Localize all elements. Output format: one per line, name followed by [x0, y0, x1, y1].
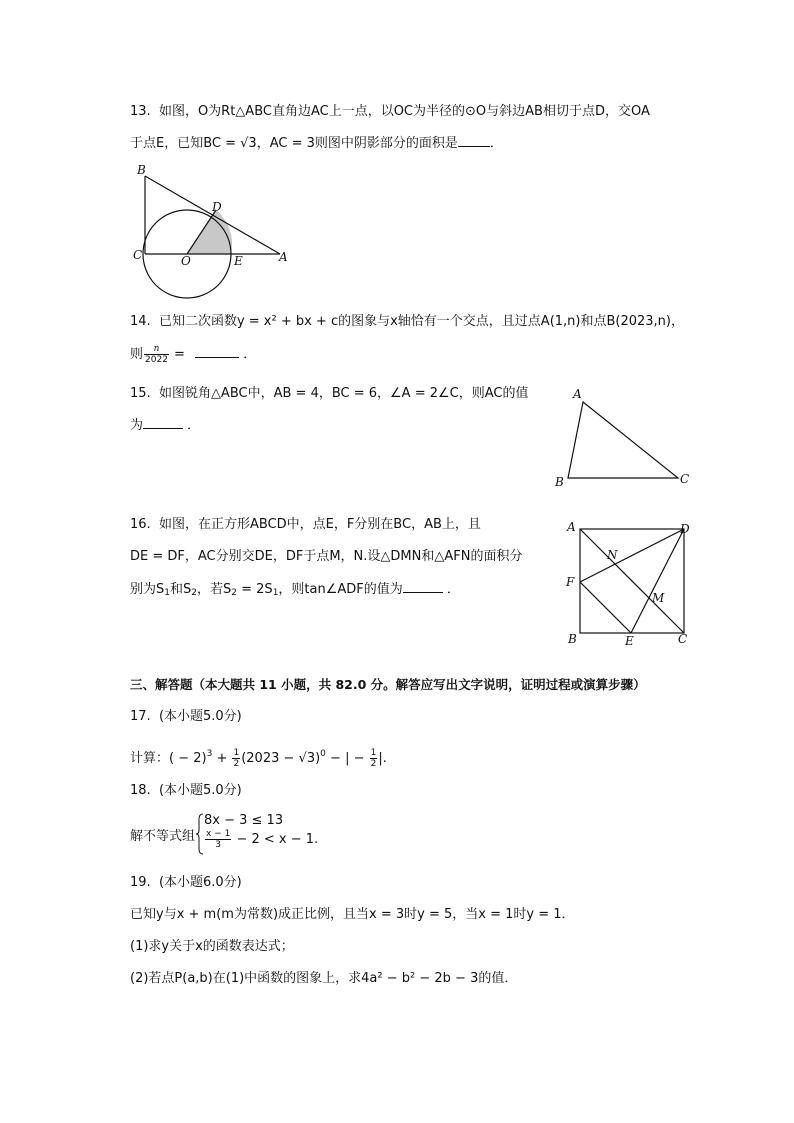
q18-header: 18. (本小题5.0分) [130, 783, 242, 798]
q15-label-c: C [680, 472, 690, 486]
q13-line1: 13. 如图，O为Rt△ABC直角边AC上一点，以OC为半径的⊙O与斜边AB相切于点D，交OA [130, 104, 650, 119]
q15-triangle [568, 402, 678, 478]
q16-label-f: F [566, 575, 575, 589]
q18-ineq1: 8x − 3 ≤ 13 [204, 813, 284, 828]
q18-ineq2-num: x − 1 [206, 829, 231, 839]
q16-label-b: B [568, 632, 577, 646]
q13-answer-blank [458, 134, 490, 147]
q17-frac1-num: 1 [233, 748, 240, 758]
q13-label-a: A [279, 250, 288, 264]
q16-diagonal-ac [580, 529, 684, 633]
q16-label-m: M [652, 591, 665, 605]
q16-s2b-sub: 2 [231, 588, 237, 598]
q17-frac1 [232, 748, 240, 769]
q13-label-e: E [234, 254, 243, 268]
q18-suffix: . [314, 832, 319, 847]
q14-line1: 14. 已知二次函数y = x² + bx + c的图象与x轴恰有一个交点，且过点A(1,n)和点B(2023,n)， [130, 314, 684, 329]
q16-line3-e: ，则tan∠ADF的值为 [278, 582, 403, 597]
q14-fraction-num: n [144, 344, 169, 355]
q16-answer-blank [403, 580, 443, 593]
q16-line3-c: ，若S [197, 582, 232, 597]
q14-line2-end: ． [239, 347, 257, 362]
q13-line2-text: 于点E，已知BC = √3，AC = 3则图中阴影部分的面积是 [130, 136, 458, 151]
q14-answer-blank [195, 345, 239, 358]
q15-line2 [130, 416, 200, 435]
q16-label-c: C [678, 632, 688, 646]
q14-fraction [144, 344, 169, 365]
q17-frac1-den: 2 [233, 759, 240, 769]
q13-figure [128, 160, 298, 305]
q19-line1: 已知y与x + m(m为常数)成正比例，且当x = 3时y = 5，当x = 1时y = 1． [130, 907, 575, 922]
q15-line1: 15. 如图锐角△ABC中，AB = 4，BC = 6，∠A = 2∠C，则AC的值 [130, 386, 529, 401]
q14-line2-eq: = [169, 347, 190, 362]
q16-label-e: E [625, 634, 634, 648]
q15-figure [550, 383, 700, 493]
q16-label-n: N [607, 548, 618, 562]
q16-line3-end: ． [442, 582, 460, 597]
q18-ineq2-frac [205, 829, 231, 850]
q17-exp0: 0 [320, 749, 326, 759]
q13-line2-end: ． [489, 136, 503, 151]
q16-s2-sub: 2 [191, 588, 197, 598]
q16-label-a: A [567, 520, 576, 534]
q16-line3 [130, 580, 460, 602]
q16-line3-d: = 2S [237, 582, 273, 597]
q15-label-a: A [573, 387, 582, 401]
q13-line2 [130, 134, 503, 153]
q17-frac2-num: 1 [370, 748, 377, 758]
section3-heading: 三、解答题（本大题共 11 小题，共 82.0 分。解答应写出文字说明，证明过程或演算步骤） [130, 677, 646, 692]
q15-label-b: B [555, 475, 564, 489]
q17-expr-b: (2023 − √3) [241, 751, 321, 766]
q14-fraction-den: 2022 [145, 355, 168, 365]
q15-answer-blank [143, 416, 183, 429]
q17-expr-c: − | − [325, 751, 369, 766]
q16-s1-sub: 1 [164, 588, 170, 598]
q14-line2-pre: 则 [130, 347, 144, 362]
q17-expression [130, 745, 387, 769]
q16-line3-a: 别为S [130, 582, 165, 597]
q16-s1b-sub: 1 [272, 588, 279, 598]
q17-expr-a: 计算：( − 2) [130, 751, 207, 766]
q16-segment-fe [580, 582, 631, 633]
q13-label-o: O [181, 254, 191, 268]
q19-line3: (2)若点P(a,b)在(1)中函数的图象上，求4a² − b² − 2b − 3的值． [130, 971, 518, 986]
q13-label-b: B [137, 163, 146, 177]
q17-header: 17. (本小题5.0分) [130, 709, 242, 724]
q15-line2-text: 为 [130, 418, 144, 433]
q18-ineq2-rest: − 2 < x − 1 [232, 832, 315, 847]
q16-segment-df [580, 529, 684, 582]
q17-frac2-den: 2 [370, 759, 377, 769]
q19-line2: (1)求y关于x的函数表达式； [130, 939, 294, 954]
q17-expr-d: |. [378, 751, 387, 766]
q17-exp3: 3 [206, 749, 213, 759]
q14-line2 [130, 344, 256, 365]
q16-line3-b: 和S [170, 582, 192, 597]
q17-plus: + [212, 751, 232, 766]
q18-ineq2 [204, 829, 318, 850]
q16-line1: 16. 如图，在正方形ABCD中，点E，F分别在BC，AB上，且 [130, 517, 481, 532]
q16-figure [560, 515, 700, 650]
q13-label-c: C [133, 248, 143, 262]
q16-line2: DE = DF，AC分别交DE，DF于点M，N.设△DMN和△AFN的面积分 [130, 549, 523, 564]
q19-header: 19. (本小题6.0分) [130, 875, 242, 890]
q18-prefix: 解不等式组 [130, 829, 196, 844]
q17-frac2 [370, 748, 378, 769]
q13-label-d: D [212, 200, 222, 214]
q16-label-d: D [680, 522, 690, 536]
q15-line2-end: ． [183, 418, 201, 433]
q18-ineq2-den: 3 [215, 840, 222, 850]
q18-brace [196, 813, 204, 855]
q16-segment-de [631, 529, 684, 633]
